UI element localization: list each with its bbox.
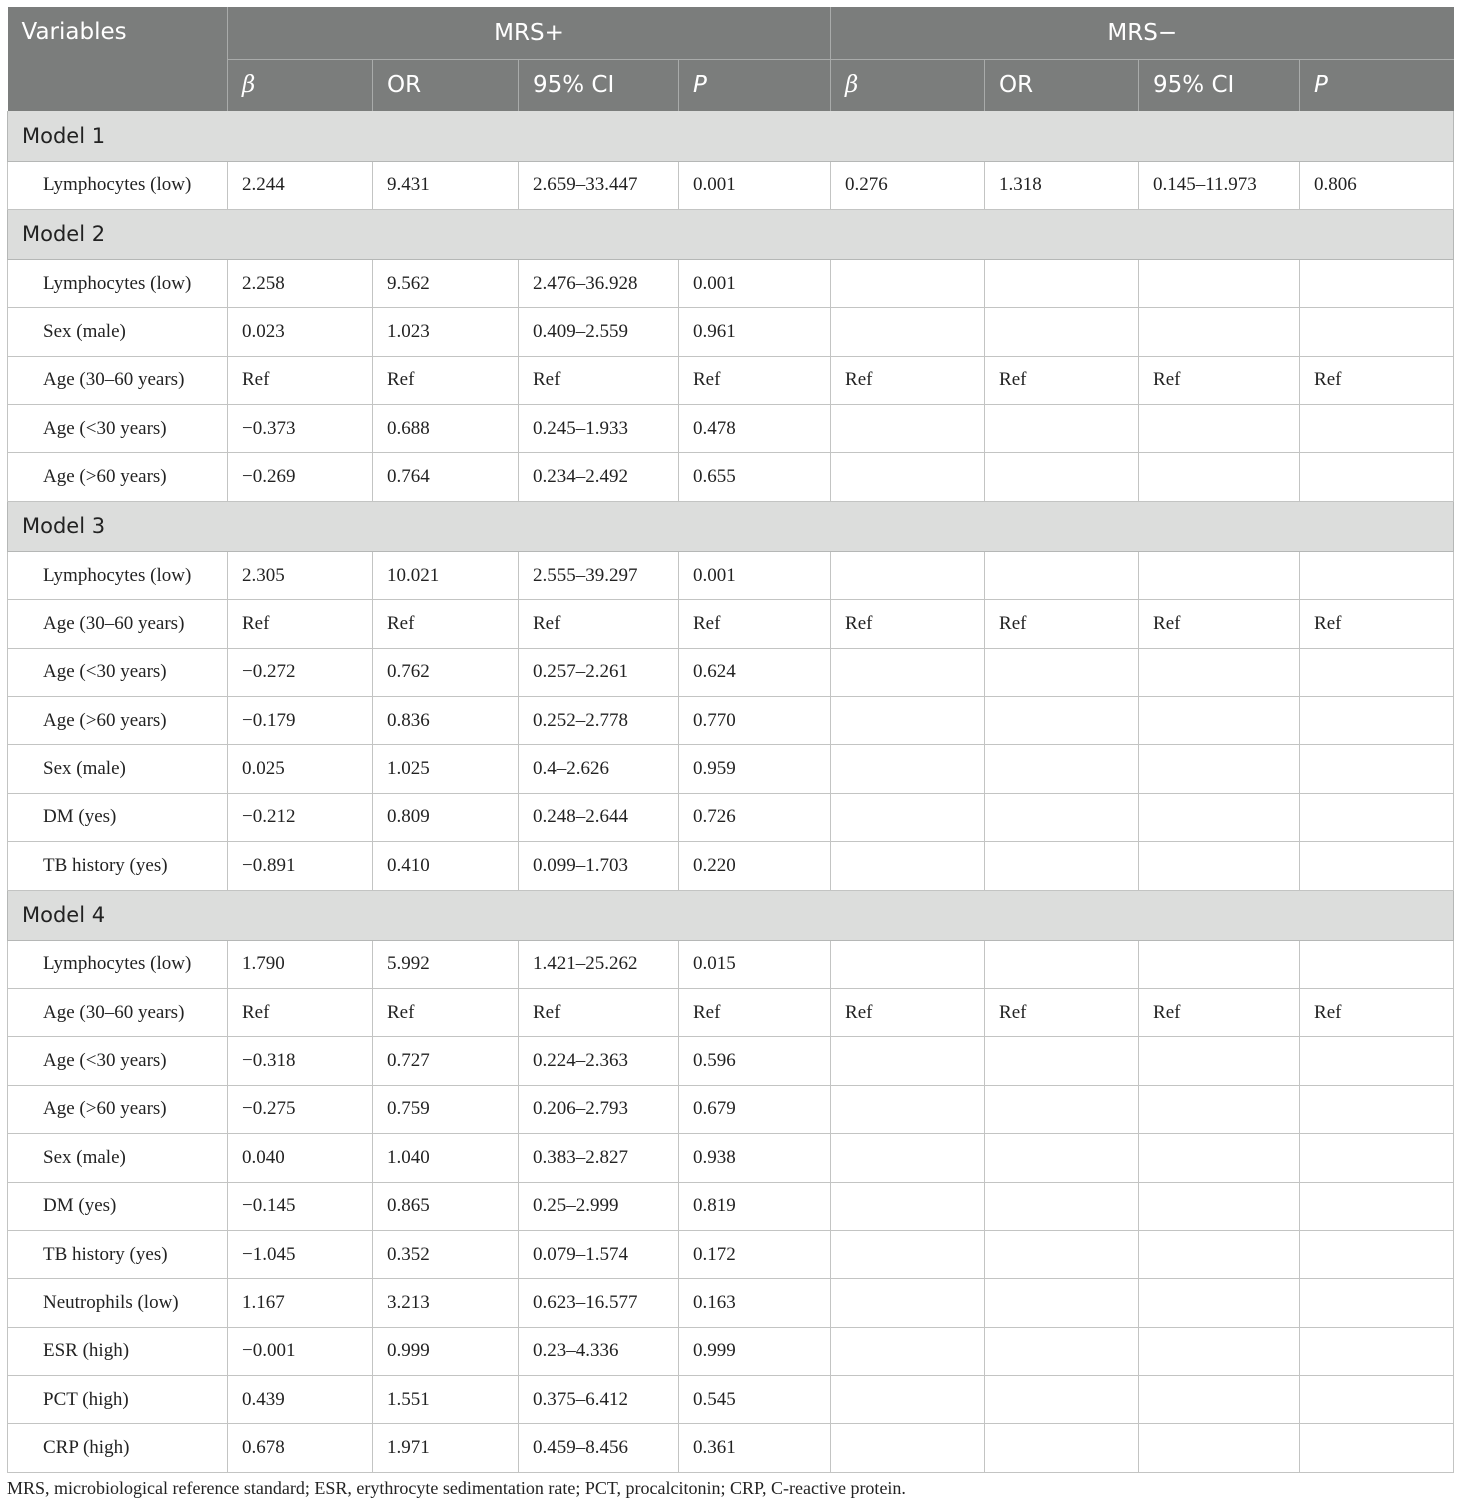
value-cell	[1139, 1376, 1300, 1424]
value-cell: 0.759	[373, 1085, 519, 1133]
value-cell: 0.478	[679, 405, 831, 453]
value-cell: 0.25–2.999	[519, 1182, 679, 1230]
group-header-mrs-negative: MRS−	[831, 7, 1454, 59]
table-row	[8, 551, 1454, 599]
value-cell	[985, 1134, 1139, 1182]
value-cell: 0.220	[679, 842, 831, 890]
value-cell: 0.001	[679, 161, 831, 209]
table-row	[8, 356, 1454, 404]
value-cell: 0.252–2.778	[519, 697, 679, 745]
value-cell	[831, 793, 985, 841]
table-row	[8, 745, 1454, 793]
table-row	[8, 161, 1454, 209]
value-cell: 0.409–2.559	[519, 308, 679, 356]
value-cell: 2.305	[228, 551, 373, 599]
value-cell: Ref	[1139, 988, 1300, 1036]
model-label: Model 1	[8, 111, 1454, 161]
col-p-neg: P	[1300, 59, 1454, 111]
value-cell: Ref	[831, 988, 985, 1036]
value-cell: Ref	[519, 988, 679, 1036]
value-cell: 0.439	[228, 1376, 373, 1424]
variable-name-cell: Sex (male)	[8, 745, 228, 793]
value-cell	[1139, 405, 1300, 453]
variable-name-cell: PCT (high)	[8, 1376, 228, 1424]
value-cell: 0.836	[373, 697, 519, 745]
value-cell	[1139, 1134, 1300, 1182]
value-cell	[831, 1037, 985, 1085]
group-header-mrs-positive: MRS+	[228, 7, 831, 59]
value-cell	[985, 1327, 1139, 1375]
value-cell	[985, 1279, 1139, 1327]
value-cell: 1.318	[985, 161, 1139, 209]
value-cell: 1.023	[373, 308, 519, 356]
value-cell	[831, 259, 985, 307]
value-cell	[1139, 1037, 1300, 1085]
value-cell	[1139, 793, 1300, 841]
value-cell	[985, 453, 1139, 501]
value-cell	[985, 1182, 1139, 1230]
value-cell: −0.275	[228, 1085, 373, 1133]
variable-name-cell: Age (<30 years)	[8, 648, 228, 696]
table-row	[8, 697, 1454, 745]
col-p-pos: P	[679, 59, 831, 111]
value-cell: 0.276	[831, 161, 985, 209]
value-cell: Ref	[228, 988, 373, 1036]
model-section-header	[8, 501, 1454, 551]
value-cell	[985, 1424, 1139, 1472]
value-cell	[985, 940, 1139, 988]
value-cell	[831, 1327, 985, 1375]
value-cell	[985, 842, 1139, 890]
value-cell: 0.145–11.973	[1139, 161, 1300, 209]
value-cell: 0.224–2.363	[519, 1037, 679, 1085]
value-cell: 1.551	[373, 1376, 519, 1424]
value-cell: 0.679	[679, 1085, 831, 1133]
value-cell: 0.099–1.703	[519, 842, 679, 890]
table-row	[8, 453, 1454, 501]
value-cell	[1139, 1327, 1300, 1375]
value-cell	[831, 648, 985, 696]
value-cell: Ref	[373, 988, 519, 1036]
value-cell	[1300, 1424, 1454, 1472]
value-cell: −0.272	[228, 648, 373, 696]
value-cell	[985, 697, 1139, 745]
value-cell: −0.001	[228, 1327, 373, 1375]
value-cell: 0.961	[679, 308, 831, 356]
value-cell	[985, 1376, 1139, 1424]
value-cell	[1139, 842, 1300, 890]
variable-name-cell: Age (>60 years)	[8, 697, 228, 745]
value-cell: 0.025	[228, 745, 373, 793]
variables-header: Variables	[8, 7, 228, 111]
table-row	[8, 1134, 1454, 1182]
value-cell	[1300, 259, 1454, 307]
value-cell	[1300, 308, 1454, 356]
table-row	[8, 1327, 1454, 1375]
regression-table	[7, 7, 1454, 1473]
value-cell: −0.145	[228, 1182, 373, 1230]
value-cell	[1300, 1037, 1454, 1085]
value-cell: 0.023	[228, 308, 373, 356]
value-cell: 0.234–2.492	[519, 453, 679, 501]
value-cell: Ref	[1300, 600, 1454, 648]
value-cell: 0.762	[373, 648, 519, 696]
table-row	[8, 600, 1454, 648]
variable-name-cell: Sex (male)	[8, 308, 228, 356]
variable-name-cell: Lymphocytes (low)	[8, 551, 228, 599]
value-cell: 0.206–2.793	[519, 1085, 679, 1133]
value-cell	[1300, 1279, 1454, 1327]
col-beta-pos: β	[228, 59, 373, 111]
table-header	[8, 7, 1454, 111]
col-ci-pos: 95% CI	[519, 59, 679, 111]
value-cell: 2.258	[228, 259, 373, 307]
value-cell: 0.623–16.577	[519, 1279, 679, 1327]
value-cell	[831, 1376, 985, 1424]
variable-name-cell: Age (30–60 years)	[8, 356, 228, 404]
table-row	[8, 1230, 1454, 1278]
value-cell	[831, 453, 985, 501]
value-cell: 1.167	[228, 1279, 373, 1327]
model-section-header	[8, 209, 1454, 259]
model-section-header	[8, 890, 1454, 940]
value-cell: 0.257–2.261	[519, 648, 679, 696]
value-cell	[1139, 1424, 1300, 1472]
table-row	[8, 1279, 1454, 1327]
value-cell: Ref	[985, 600, 1139, 648]
value-cell	[985, 1085, 1139, 1133]
value-cell: Ref	[228, 356, 373, 404]
variable-name-cell: Sex (male)	[8, 1134, 228, 1182]
value-cell: −0.318	[228, 1037, 373, 1085]
value-cell: 0.819	[679, 1182, 831, 1230]
variable-name-cell: TB history (yes)	[8, 842, 228, 890]
value-cell	[985, 308, 1139, 356]
value-cell: Ref	[1139, 356, 1300, 404]
value-cell	[831, 697, 985, 745]
value-cell: 0.079–1.574	[519, 1230, 679, 1278]
value-cell	[831, 1085, 985, 1133]
value-cell: 0.361	[679, 1424, 831, 1472]
variable-name-cell: Age (>60 years)	[8, 1085, 228, 1133]
value-cell: 0.4–2.626	[519, 745, 679, 793]
value-cell: Ref	[1139, 600, 1300, 648]
value-cell	[1139, 697, 1300, 745]
value-cell: 0.999	[373, 1327, 519, 1375]
variable-name-cell: DM (yes)	[8, 1182, 228, 1230]
value-cell	[1300, 1085, 1454, 1133]
value-cell: 2.244	[228, 161, 373, 209]
value-cell: 0.015	[679, 940, 831, 988]
table-row	[8, 1424, 1454, 1472]
value-cell: 0.727	[373, 1037, 519, 1085]
value-cell	[1139, 940, 1300, 988]
value-cell	[985, 1230, 1139, 1278]
variable-name-cell: CRP (high)	[8, 1424, 228, 1472]
value-cell: 0.678	[228, 1424, 373, 1472]
value-cell: 0.245–1.933	[519, 405, 679, 453]
value-cell: 0.23–4.336	[519, 1327, 679, 1375]
table-footnote: MRS, microbiological reference standard; ESR, erythrocyte sedimentation rate; PCT, procalcitonin; CRP, C-reactive protein.	[7, 1478, 906, 1498]
value-cell: 0.688	[373, 405, 519, 453]
value-cell: −0.891	[228, 842, 373, 890]
model-section-header	[8, 111, 1454, 161]
table-row	[8, 1085, 1454, 1133]
col-or-neg: OR	[985, 59, 1139, 111]
value-cell	[1300, 745, 1454, 793]
value-cell	[831, 842, 985, 890]
value-cell	[1139, 1182, 1300, 1230]
value-cell: 0.938	[679, 1134, 831, 1182]
value-cell: Ref	[373, 356, 519, 404]
value-cell	[831, 405, 985, 453]
table-row	[8, 793, 1454, 841]
value-cell	[1300, 1182, 1454, 1230]
variable-name-cell: Age (30–60 years)	[8, 600, 228, 648]
value-cell: 0.770	[679, 697, 831, 745]
value-cell: 0.764	[373, 453, 519, 501]
value-cell	[831, 1279, 985, 1327]
value-cell: 0.655	[679, 453, 831, 501]
value-cell: −1.045	[228, 1230, 373, 1278]
value-cell: 0.163	[679, 1279, 831, 1327]
table-row	[8, 308, 1454, 356]
value-cell: Ref	[519, 356, 679, 404]
variable-name-cell: Age (>60 years)	[8, 453, 228, 501]
value-cell	[831, 308, 985, 356]
value-cell: 0.001	[679, 551, 831, 599]
value-cell	[1139, 453, 1300, 501]
value-cell: 1.025	[373, 745, 519, 793]
value-cell: 0.001	[679, 259, 831, 307]
value-cell: 1.790	[228, 940, 373, 988]
value-cell: Ref	[679, 356, 831, 404]
value-cell	[1139, 1230, 1300, 1278]
value-cell	[1300, 551, 1454, 599]
table-row	[8, 405, 1454, 453]
table-row	[8, 648, 1454, 696]
value-cell	[985, 648, 1139, 696]
model-label: Model 4	[8, 890, 1454, 940]
variable-name-cell: Lymphocytes (low)	[8, 940, 228, 988]
value-cell	[831, 1182, 985, 1230]
value-cell: 1.971	[373, 1424, 519, 1472]
value-cell: 2.555–39.297	[519, 551, 679, 599]
value-cell: Ref	[831, 356, 985, 404]
value-cell	[985, 793, 1139, 841]
table-row	[8, 1376, 1454, 1424]
col-ci-neg: 95% CI	[1139, 59, 1300, 111]
value-cell	[831, 551, 985, 599]
variable-name-cell: Age (30–60 years)	[8, 988, 228, 1036]
variable-name-cell: Age (<30 years)	[8, 405, 228, 453]
value-cell	[1300, 453, 1454, 501]
value-cell	[1139, 259, 1300, 307]
variable-name-cell: Lymphocytes (low)	[8, 259, 228, 307]
value-cell: −0.373	[228, 405, 373, 453]
value-cell: 0.375–6.412	[519, 1376, 679, 1424]
value-cell: Ref	[985, 356, 1139, 404]
table-row	[8, 1182, 1454, 1230]
value-cell	[1139, 1279, 1300, 1327]
value-cell: 0.545	[679, 1376, 831, 1424]
value-cell	[1300, 940, 1454, 988]
value-cell	[1139, 1085, 1300, 1133]
value-cell: 0.040	[228, 1134, 373, 1182]
model-label: Model 2	[8, 209, 1454, 259]
value-cell	[985, 551, 1139, 599]
value-cell: 0.624	[679, 648, 831, 696]
value-cell	[1300, 1376, 1454, 1424]
value-cell	[1139, 308, 1300, 356]
value-cell	[1300, 793, 1454, 841]
value-cell: Ref	[373, 600, 519, 648]
value-cell: Ref	[831, 600, 985, 648]
variable-name-cell: Lymphocytes (low)	[8, 161, 228, 209]
value-cell	[1300, 405, 1454, 453]
value-cell: 0.172	[679, 1230, 831, 1278]
value-cell: Ref	[1300, 988, 1454, 1036]
table-row	[8, 940, 1454, 988]
variable-name-cell: ESR (high)	[8, 1327, 228, 1375]
col-or-pos: OR	[373, 59, 519, 111]
value-cell: Ref	[1300, 356, 1454, 404]
value-cell: −0.179	[228, 697, 373, 745]
variable-name-cell: Age (<30 years)	[8, 1037, 228, 1085]
value-cell: 1.040	[373, 1134, 519, 1182]
table-row	[8, 1037, 1454, 1085]
table-row	[8, 842, 1454, 890]
table-row	[8, 988, 1454, 1036]
value-cell: 0.806	[1300, 161, 1454, 209]
value-cell	[831, 1424, 985, 1472]
value-cell: 2.659–33.447	[519, 161, 679, 209]
results-table-container	[7, 7, 1453, 1473]
value-cell: 0.410	[373, 842, 519, 890]
value-cell: 3.213	[373, 1279, 519, 1327]
value-cell: Ref	[519, 600, 679, 648]
value-cell: 5.992	[373, 940, 519, 988]
value-cell	[831, 940, 985, 988]
value-cell	[831, 1230, 985, 1278]
value-cell: Ref	[228, 600, 373, 648]
table-row	[8, 259, 1454, 307]
value-cell: 10.021	[373, 551, 519, 599]
table-body	[8, 111, 1454, 1472]
value-cell: 9.431	[373, 161, 519, 209]
value-cell	[985, 259, 1139, 307]
value-cell: 0.999	[679, 1327, 831, 1375]
value-cell: 0.459–8.456	[519, 1424, 679, 1472]
value-cell	[1300, 842, 1454, 890]
value-cell: 0.596	[679, 1037, 831, 1085]
value-cell: 0.959	[679, 745, 831, 793]
value-cell: −0.212	[228, 793, 373, 841]
value-cell: 0.726	[679, 793, 831, 841]
value-cell: 0.248–2.644	[519, 793, 679, 841]
value-cell	[1300, 1134, 1454, 1182]
value-cell	[985, 1037, 1139, 1085]
value-cell: Ref	[679, 988, 831, 1036]
value-cell	[985, 405, 1139, 453]
value-cell	[831, 745, 985, 793]
value-cell: 2.476–36.928	[519, 259, 679, 307]
value-cell: Ref	[985, 988, 1139, 1036]
value-cell: 0.809	[373, 793, 519, 841]
variable-name-cell: TB history (yes)	[8, 1230, 228, 1278]
value-cell: 0.865	[373, 1182, 519, 1230]
value-cell: 0.352	[373, 1230, 519, 1278]
value-cell	[985, 745, 1139, 793]
value-cell: Ref	[679, 600, 831, 648]
model-label: Model 3	[8, 501, 1454, 551]
value-cell: 1.421–25.262	[519, 940, 679, 988]
value-cell	[1300, 648, 1454, 696]
value-cell: 9.562	[373, 259, 519, 307]
value-cell	[1300, 1230, 1454, 1278]
col-beta-neg: β	[831, 59, 985, 111]
value-cell	[831, 1134, 985, 1182]
value-cell	[1139, 648, 1300, 696]
variable-name-cell: Neutrophils (low)	[8, 1279, 228, 1327]
value-cell: 0.383–2.827	[519, 1134, 679, 1182]
value-cell	[1139, 551, 1300, 599]
value-cell	[1300, 697, 1454, 745]
value-cell: −0.269	[228, 453, 373, 501]
value-cell	[1139, 745, 1300, 793]
value-cell	[1300, 1327, 1454, 1375]
variable-name-cell: DM (yes)	[8, 793, 228, 841]
